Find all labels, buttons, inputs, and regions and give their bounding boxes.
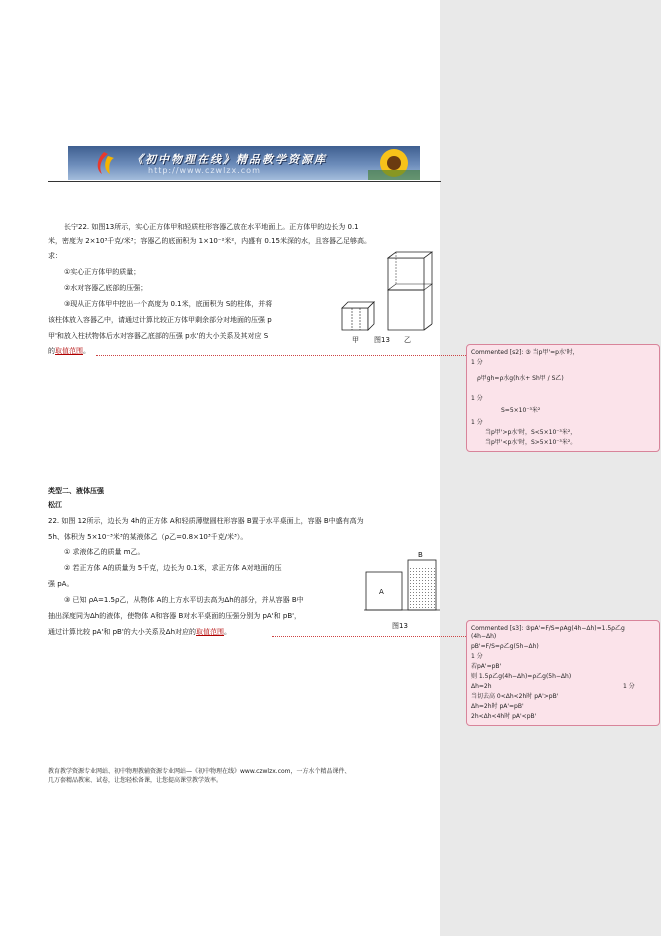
comment-s2-line: 1 分: [471, 359, 483, 366]
q2-line-1: 22. 如图 12所示，边长为 4h的正方体 A和轻质薄壁圆柱形容器 B置于水平桌面上，容器 B中盛有高为: [48, 517, 364, 525]
logo-icon: [94, 150, 116, 176]
comment-s3-line: pB'=F/S=ρ乙g(5h−Δh): [471, 643, 539, 650]
q1-line-1: 长宁22. 如图13所示，实心正方体甲和轻质柱形容器乙放在水平地面上。正方体甲的边长为 0.1: [64, 223, 359, 231]
q2-line-6: ③ 已知 ρA=1.5ρ乙，从物体 A的上方水平切去高为Δh的部分，并从容器 B中: [64, 596, 304, 604]
comment-s3-line: 1 分: [471, 653, 483, 660]
comment-s2-line: 1 分: [471, 395, 483, 402]
q2-line-4: ② 若正方体 A的质量为 5千克，边长为 0.1米，求正方体 A对地面的压: [64, 564, 282, 572]
comment-s2-line: ρ甲gh=ρ水g(h水+ Sh甲 / S乙): [477, 375, 564, 382]
comment-s3-line: 2h<Δh<4h时 pA'<pB': [471, 713, 537, 720]
q1-comment-connector: [96, 355, 468, 356]
q1-cont-2: 甲'和放入柱状物体后水对容器乙底部的压强 p水'的大小关系及其对应 S: [48, 332, 269, 340]
comment-s3-line: 则 1.5ρ乙g(4h−Δh)=ρ乙g(5h−Δh): [471, 673, 572, 680]
comment-s3-line: 若pA'=pB': [471, 663, 502, 670]
q2-line-7: 抽出深度同为Δh的液体，使物体 A和容器 B对水平桌面的压强分别为 pA'和 pB'，: [48, 612, 302, 620]
q1-line-2: 米，密度为 2×10³千克/米³；容器乙的底面积为 1×10⁻²米²，内盛有 0.15米深的水，且容器乙足够高。: [48, 237, 371, 245]
q2-line-2: 5h、体积为 5×10⁻³米³的某液体乙（ρ乙=0.8×10³千克/米³）。: [48, 533, 248, 541]
footer-line-1: 教育教学资源专业网站、初中物理教辅资源专业网站—《初中物理在线》www.czwlzx.com，一方水个精品课件、: [48, 768, 351, 775]
q1-fig-caption: 图13: [374, 336, 390, 344]
comment-s2-line: 1 分: [471, 419, 483, 426]
q2-comment-connector: [272, 636, 468, 637]
q2-line-8: 通过计算比较 pA'和 pB'的大小关系及Δh对应的取值范围。: [48, 628, 232, 636]
q1-cont-1: 该柱体放入容器乙中，请通过计算比较正方体甲剩余部分对地面的压强 p: [48, 316, 272, 324]
comment-s2-line: 当p甲'<p水'时，S>5×10⁻³米²。: [485, 439, 577, 446]
district-label: 松江: [48, 501, 62, 509]
comment-s3[interactable]: [466, 620, 660, 726]
comment-s3-line: Δh=2h时 pA'=pB': [471, 703, 524, 710]
comment-s3-line: Δh=2h: [471, 683, 492, 690]
comment-s3-header: Commented [s3]: ③pA'=F/S=ρAg(4h−Δh)=1.5ρ乙g: [471, 625, 625, 632]
q2-label-a: A: [379, 588, 384, 596]
comment-s3-line: 当切去高 0<Δh<2h时 pA'>pB': [471, 693, 559, 700]
q2-line-5: 强 pA。: [48, 580, 74, 588]
q1-fig-label-yi: 乙: [404, 336, 411, 344]
comment-s3-line: 1 分: [623, 683, 635, 690]
footer-line-2: 几万套精品教案、试卷，让您轻松备课，让您提高课堂教学效率。: [48, 777, 223, 784]
q1-line-3: 求：: [48, 252, 62, 260]
comment-s2[interactable]: [466, 344, 660, 452]
q1-cont-3: 的取值范围。: [48, 347, 90, 355]
q1-fig-label-jia: 甲: [352, 336, 359, 344]
comment-s2-line: 当p甲'>p水'时，S<5×10⁻³米²，: [485, 429, 577, 436]
header-rule: [48, 181, 441, 182]
q2-line-3: ① 求液体乙的质量 m乙。: [64, 548, 145, 556]
sunflower-icon: [368, 146, 420, 180]
comment-pane: [440, 0, 661, 936]
banner-url: http://www.czwlzx.com: [148, 166, 261, 175]
q1-figure: [338, 246, 438, 338]
header-banner: [68, 146, 420, 180]
q2-label-b: B: [418, 551, 423, 559]
q1-range-highlight[interactable]: 取值范围: [55, 347, 83, 355]
comment-s3-line: (4h−Δh): [471, 633, 497, 640]
q1-item-1: ①实心正方体甲的质量；: [64, 268, 141, 276]
comment-s2-header: Commented [s2]: ③ 当p甲'=p水'时，: [471, 349, 579, 356]
q2-fig-caption: 图13: [392, 622, 408, 630]
banner-title: 《初中物理在线》精品教学资源库: [132, 153, 327, 166]
comment-s2-line: S=5×10⁻³米²: [501, 407, 541, 414]
q1-item-3: ③现从正方体甲中挖出一个高度为 0.1米，底面积为 S的柱体，并将: [64, 300, 273, 308]
q1-item-2: ②水对容器乙底部的压强；: [64, 284, 148, 292]
section-heading: 类型二、液体压强: [48, 487, 104, 495]
q2-figure: [364, 546, 440, 616]
q2-range-highlight[interactable]: 取值范围: [196, 628, 225, 636]
